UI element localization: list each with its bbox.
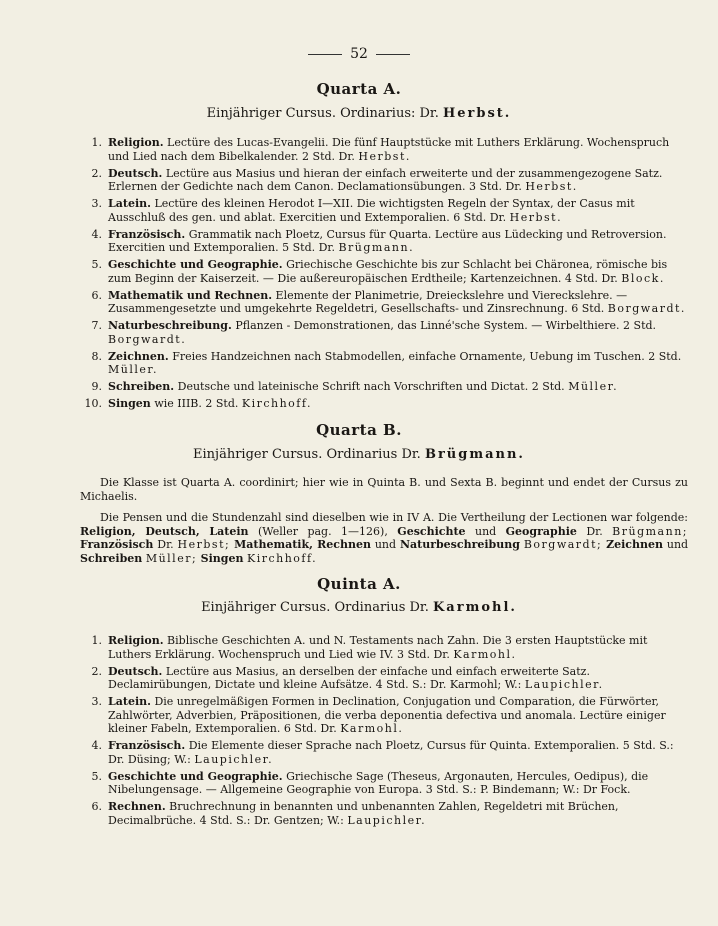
list-item: 1. Religion. Lectüre des Lucas-Evangelii. Die fünf Hauptstücke mit Luthers Erklärung. Wochenspruch und Lied nach dem Bibelkalender. 2 Std. Dr. Herbst. [91, 136, 670, 163]
quarta-b-subtitle: Einjähriger Cursus. Ordinarius Dr. Brügmann. [193, 447, 525, 462]
list-item: 4. Französisch. Die Elemente dieser Sprache nach Ploetz, Cursus für Quinta. Extemporalien. 5 Std. S.: Dr. Düsing; W.: Laupichler. [91, 739, 674, 766]
list-item: 9. Schreiben. Deutsche und lateinische Schrift nach Vorschriften und Dictat. 2 Std. Müller. [91, 380, 619, 393]
quarta-a-title: Quarta A. [316, 80, 402, 98]
quarta-a-ordinarius: Herbst. [442, 106, 512, 121]
quarta-b-title: Quarta B. [316, 421, 402, 439]
list-item: 8. Zeichnen. Freies Handzeichnen nach Stabmodellen, einfache Ornamente, Uebung im Tuschen. 2 Std. Müller. [91, 349, 682, 376]
quinta-a-subtitle: Einjähriger Cursus. Ordinarius Dr. Karmohl. [201, 600, 517, 615]
left-rule [308, 54, 342, 55]
page-number: 52 [350, 46, 368, 62]
quinta-a-ordinarius: Karmohl. [433, 600, 517, 615]
list-item: 7. Naturbeschreibung. Pflanzen - Demonstrationen, das Linné'sche System. — Wirbelthiere. 2 Std. Borgwardt. [91, 319, 657, 346]
list-item: 6. Mathematik und Rechnen. Elemente der Planimetrie, Dreieckslehre und Viereckslehre. — Zusammengesetzte und umgekehrte Regeldetri, Gesellschafts- und Zinsrechnung. 6 Std. Borgwardt. [91, 288, 686, 315]
list-item: 2. Deutsch. Lectüre aus Masius und hieran der einfach erweiterte und der zusammengezogene Satz. Erlernen der Gedichte nach dem Canon. Declamationsübungen. 3 Std. Dr. Herbst. [91, 166, 663, 193]
list-item: 3. Latein. Lectüre des kleinen Herodot I—XII. Die wichtigsten Regeln der Syntax, der Casus mit Ausschluß des gen. und ablat. Exercitien und Extemporalien. 6 Std. Dr. Herbst. [91, 197, 635, 224]
quarta-a-subject-list [78, 136, 690, 414]
list-item: 5. Geschichte und Geographie. Griechische Geschichte bis zur Schlacht bei Chäronea, römische bis zum Beginn der Kaiserzeit. — Die außereuropäischen Erdtheile; Kartenzeichnen. 4 Std. Dr. Block. [91, 258, 668, 285]
right-rule [376, 54, 410, 55]
list-item: 1. Religion. Biblische Geschichten A. und N. Testaments nach Zahn. Die 3 ersten Hauptstücke mit Luthers Erklärung. Wochenspruch und Lied wie IV. 3 Std. Dr. Karmohl. [91, 634, 648, 661]
list-item: 4. Französisch. Grammatik nach Ploetz, Cursus für Quarta. Lectüre aus Lüdecking und Retroversion. Exercitien und Extemporalien. 5 Std. Dr. Brügmann. [91, 227, 667, 254]
quinta-a-subject-list [78, 634, 690, 831]
quarta-a-subtitle: Einjähriger Cursus. Ordinarius: Dr. Herbst. [206, 106, 512, 121]
list-item: 5. Geschichte und Geographie. Griechische Sage (Theseus, Argonauten, Hercules, Oedipus), die Nibelungensage. — Allgemeine Geographie von Europa. 3 Std. S.: P. Bindemann; W.: Dr Fock. [91, 769, 649, 796]
list-item: 3. Latein. Die unregelmäßigen Formen in Declination, Conjugation und Comparation, die Fürwörter, Zahlwörter, Adverbien, Präpositionen, die verba deponentia defectiva und anomala. Lectüre einiger kleiner Fabeln, Extemporalien. 6 Std. Dr. Karmohl. [91, 695, 666, 735]
page-number-line [0, 46, 718, 62]
list-item: 6. Rechnen. Bruchrechnung in benannten und unbenannten Zahlen, Regeldetri mit Brüchen, Decimalbrüche. 4 Std. S.: Dr. Gentzen; W.: Laupichler. [91, 800, 619, 827]
quarta-b-ordinarius: Brügmann. [424, 447, 525, 462]
quinta-a-title: Quinta A. [317, 575, 401, 593]
list-item: 10. Singen wie IIIB. 2 Std. Kirchhoff. [84, 397, 313, 410]
quarta-b-paragraph-2: Die Pensen und die Stundenzahl sind dieselben wie in IV A. Die Vertheilung der Lectionen war folgende: Religion, Deutsch, Latein (Weller pag. 1—126), Geschichte und Geographie Dr. Brügmann; Französisch Dr. Herbst; Mathematik, Rechnen und Naturbeschreibung Borgwardt; Zeichnen und Schreiben Müller; Singen Kirchhoff. [80, 511, 689, 565]
quarta-b-paragraph-1: Die Klasse ist Quarta A. coordinirt; hier wie in Quinta B. und Sexta B. beginnt und endet der Cursus zu Michaelis. [80, 476, 688, 503]
list-item: 2. Deutsch. Lectüre aus Masius, an derselben der einfache und einfach erweiterte Satz. Declamirübungen, Dictate und kleine Aufsätze. 4 Std. S.: Dr. Karmohl; W.: Laupichler. [91, 664, 604, 691]
